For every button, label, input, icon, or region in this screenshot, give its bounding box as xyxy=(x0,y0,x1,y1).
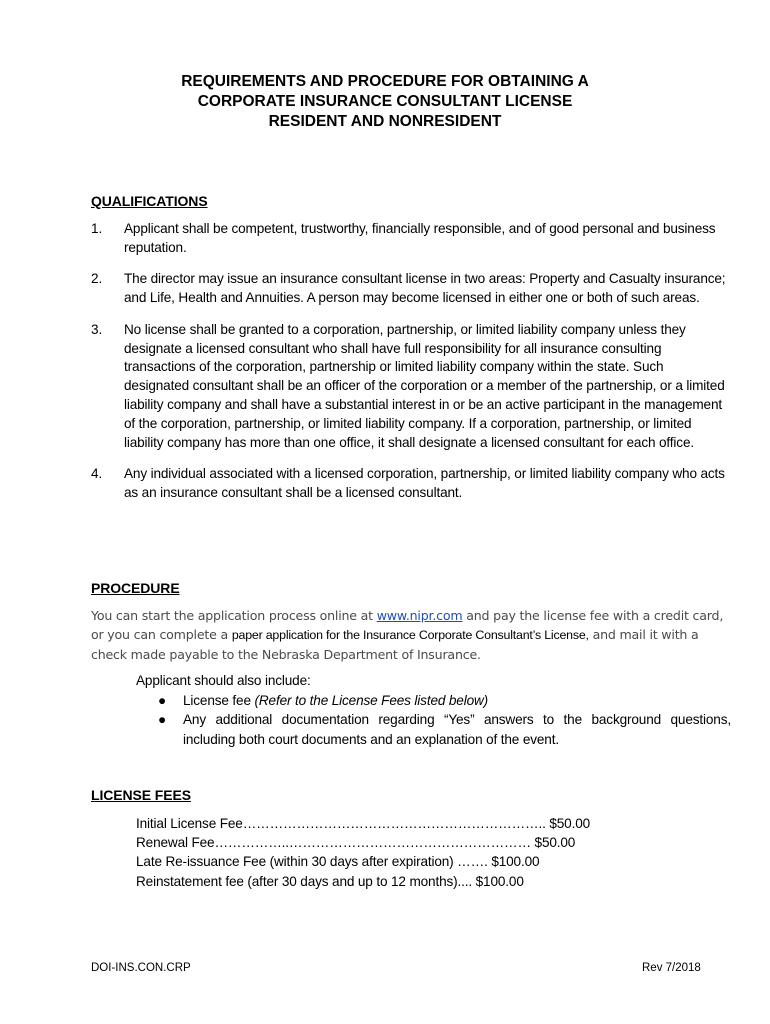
bullet-icon: ● xyxy=(158,712,167,727)
qualifications-list xyxy=(91,220,731,516)
page-title xyxy=(0,72,770,132)
procedure-heading: PROCEDURE xyxy=(91,580,180,596)
paper-application-text: paper application for the Insurance Corporate Consultant’s License, xyxy=(231,628,589,642)
license-fee-note: (Refer to the License Fees listed below) xyxy=(254,692,489,708)
bullet-icon: ● xyxy=(158,692,167,708)
license-fee-label: License fee xyxy=(183,692,255,708)
list-item-text: Any individual associated with a licensed corporation, partnership, or limited liability company who acts as an insurance consultant shall be a licensed consultant. xyxy=(124,466,725,501)
bullet-text: Any additional documentation regarding “Yes” answers to the background questions, including both court documents and an explanation of the event. xyxy=(183,712,731,747)
footer-revision: Rev 7/2018 xyxy=(642,962,701,974)
list-item-number: 4. xyxy=(91,466,103,482)
list-item-number: 3. xyxy=(91,321,103,337)
footer-form-code: DOI-INS.CON.CRP xyxy=(91,962,191,974)
list-item-number: 2. xyxy=(91,271,103,287)
list-item-text: Applicant shall be competent, trustworthy, financially responsible, and of good personal and business reputation. xyxy=(124,221,716,255)
procedure-text-start: You can start the application process online at xyxy=(91,608,377,623)
procedure-paragraph xyxy=(91,606,731,664)
license-fees-heading: LICENSE FEES xyxy=(91,787,191,803)
qualifications-heading: QUALIFICATIONS xyxy=(91,193,208,209)
fee-row: Late Re-issuance Fee (within 30 days after expiration) ……. $100.00 xyxy=(136,854,540,870)
list-item xyxy=(91,270,731,308)
list-item xyxy=(136,710,731,749)
list-item xyxy=(136,691,731,711)
nipr-link[interactable]: www.nipr.com xyxy=(376,608,463,623)
title-line-3: RESIDENT AND NONRESIDENT xyxy=(268,113,502,130)
applicant-includes xyxy=(136,671,731,749)
procedure-text-mid: and pay the license fee with a credit card, or you can complete a xyxy=(91,608,724,642)
fee-row: Reinstatement fee (after 30 days and up to 12 months).... $100.00 xyxy=(136,873,524,889)
list-item-text: The director may issue an insurance consultant license in two areas: Property and Casualty insurance; and Life, Health and Annuities. A person may become licensed in either one or both of such areas. xyxy=(124,271,726,306)
list-item xyxy=(91,220,731,258)
fee-row: Renewal Fee……………..……………………………………………… $50.00 xyxy=(136,835,576,851)
list-item xyxy=(91,465,731,503)
fee-row: Initial License Fee………………………………………………………….. $50.00 xyxy=(136,816,591,831)
applicant-intro: Applicant should also include: xyxy=(136,673,311,688)
procedure-text-end: and mail it with a check made payable to the Nebraska Department of Insurance. xyxy=(91,627,699,662)
list-item xyxy=(91,321,731,453)
license-fees-list xyxy=(136,814,590,891)
title-line-1: REQUIREMENTS AND PROCEDURE FOR OBTAINING A xyxy=(181,73,589,90)
list-item-number: 1. xyxy=(91,221,103,236)
bullet-text xyxy=(183,691,731,711)
title-line-2: CORPORATE INSURANCE CONSULTANT LICENSE xyxy=(197,93,573,110)
list-item-text: No license shall be granted to a corporation, partnership, or limited liability company unless they designate a licensed consultant who shall have full responsibility for all insurance consulting transactions of the corporation, partnership or limited liability company within the state. Such designated consultant shall be an officer of the corporation or a member of the partnership, or a limited liability company and shall have a substantial interest in or be an active participant in the management of the corporation, partnership, or limited liability company. If a corporation, partnership, or limited liability company has more than one office, it shall designate a licensed consultant for each office. xyxy=(124,321,725,451)
